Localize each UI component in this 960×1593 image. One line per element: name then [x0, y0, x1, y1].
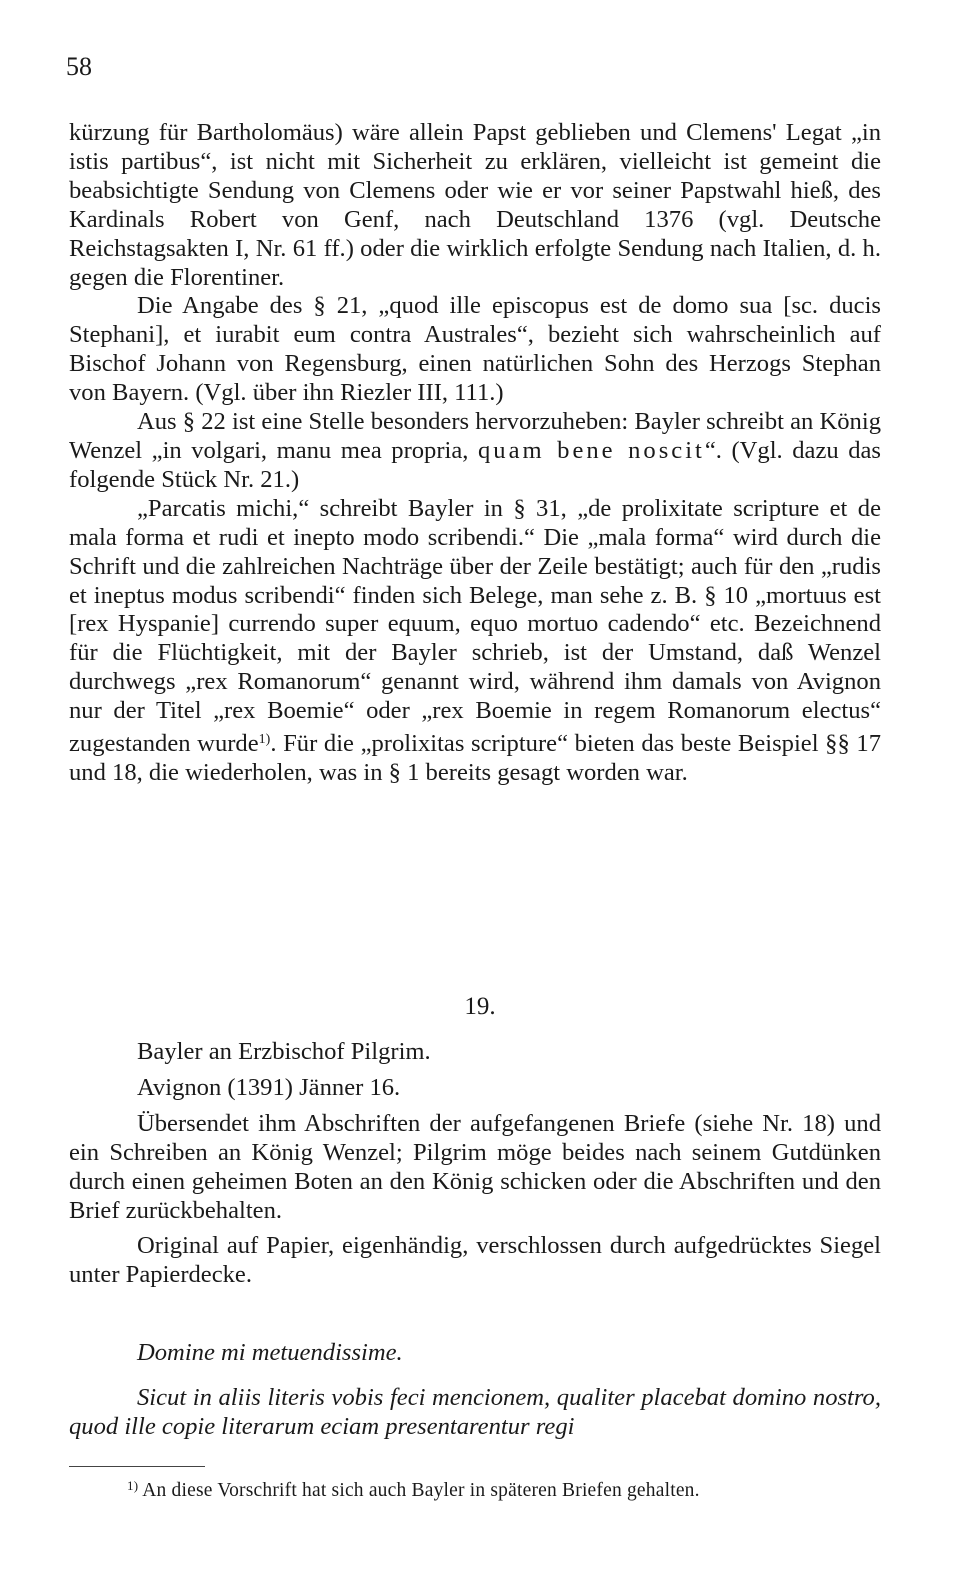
letter-salutation: Domine mi metuendissime. — [137, 1339, 403, 1366]
document-date: Avignon (1391) Jänner 16. — [137, 1073, 401, 1101]
document-summary: Übersendet ihm Abschriften der aufgefangenen Briefe (siehe Nr. 18) und ein Schreiben an König Wenzel; Pilgrim möge beides nach seinem Gutdünken durch einen geheimen Boten an den König schicken oder die Abschriften und den Brief zurückbehalten. — [69, 1109, 881, 1224]
paragraph-section-22 — [69, 408, 881, 495]
document-source: Original auf Papier, eigenhändig, verschlossen durch aufgedrücktes Siegel unter Papierdecke. — [69, 1232, 881, 1289]
letter-text: Sicut in aliis literis vobis feci mencionem, qualiter placebat domino nostro, quod ille copie literarum eciam presentarentur regi — [69, 1384, 881, 1440]
paragraph-section-31-end: . Für die „prolixitas scripture“ bieten das beste Beispiel §§ 17 und 18, die wiederholen, was in § 1 bereits gesagt worden war. — [69, 730, 881, 786]
footnote-text: An diese Vorschrift hat sich auch Bayler in späteren Briefen gehalten. — [138, 1480, 700, 1501]
page-number: 58 — [66, 52, 92, 81]
paragraph-section-22-end: “. (Vgl. dazu das folgende Stück Nr. 21.) — [69, 436, 881, 493]
footnote-divider — [69, 1466, 205, 1467]
paragraph-section-31 — [69, 495, 881, 788]
commentary-text — [69, 119, 881, 788]
document-regest — [69, 1038, 881, 1290]
paragraph-continuation: kürzung für Bartholomäus) wäre allein Papst geblieben und Clemens' Legat „in istis partibus“, ist nicht mit Sicherheit zu erklären, vielleicht ist gemeint die beabsichtigte Sendung von Clemens oder wie er vor seiner Papstwahl hieß, des Kardinals Robert von Genf, nach Deutschland 1376 (vgl. Deutsche Reichstagsakten I, Nr. 61 ff.) oder die wirklich erfolgte Sendung nach Italien, d. h. gegen die Florentiner. — [69, 119, 881, 291]
footnote-marker: 1) — [127, 1478, 139, 1493]
document-heading: Bayler an Erzbischof Pilgrim. — [137, 1038, 431, 1065]
spaced-quote: quam bene noscit — [477, 436, 705, 464]
footnote — [127, 1474, 700, 1503]
document-number: 19. — [464, 993, 496, 1020]
paragraph-section-22-text: Aus § 22 ist eine Stelle besonders hervorzuheben: Bayler schreibt an König Wenzel „in volgari, manu mea propria, — [69, 408, 881, 464]
footnote-reference: 1) — [258, 732, 271, 748]
paragraph-section-21: Die Angabe des § 21, „quod ille episcopus est de domo sua [sc. ducis Stephani], et iurabit eum contra Australes“, bezieht sich wahrscheinlich auf Bischof Johann von Regensburg, einen natürlichen Sohn des Herzogs Stephan von Bayern. (Vgl. über ihn Riezler III, 111.) — [69, 292, 881, 407]
paragraph-section-31-text: „Parcatis michi,“ schreibt Bayler in § 31, „de prolixitate scripture et de mala forma et rudi et inepto modo scribendi.“ Die „mala forma“ wird durch die Schrift und die zahlreichen Nachträge über der Zeile bestätigt; auch für den „rudis et ineptus modus scribendi“ finden sich Belege, man sehe z. B. § 10 „mortuus est [rex Hyspanie] currendo super equum, equo mortuo cadendo“ etc. Bezeichnend für die Flüchtigkeit, mit der Bayler schrieb, ist der Umstand, daß Wenzel durchwegs „rex Romanorum“ genannt wird, während ihm damals von Avignon nur der Titel „rex Boemie“ oder „rex Boemie in regem Romanorum electus“ zugestanden wurde — [69, 494, 881, 758]
